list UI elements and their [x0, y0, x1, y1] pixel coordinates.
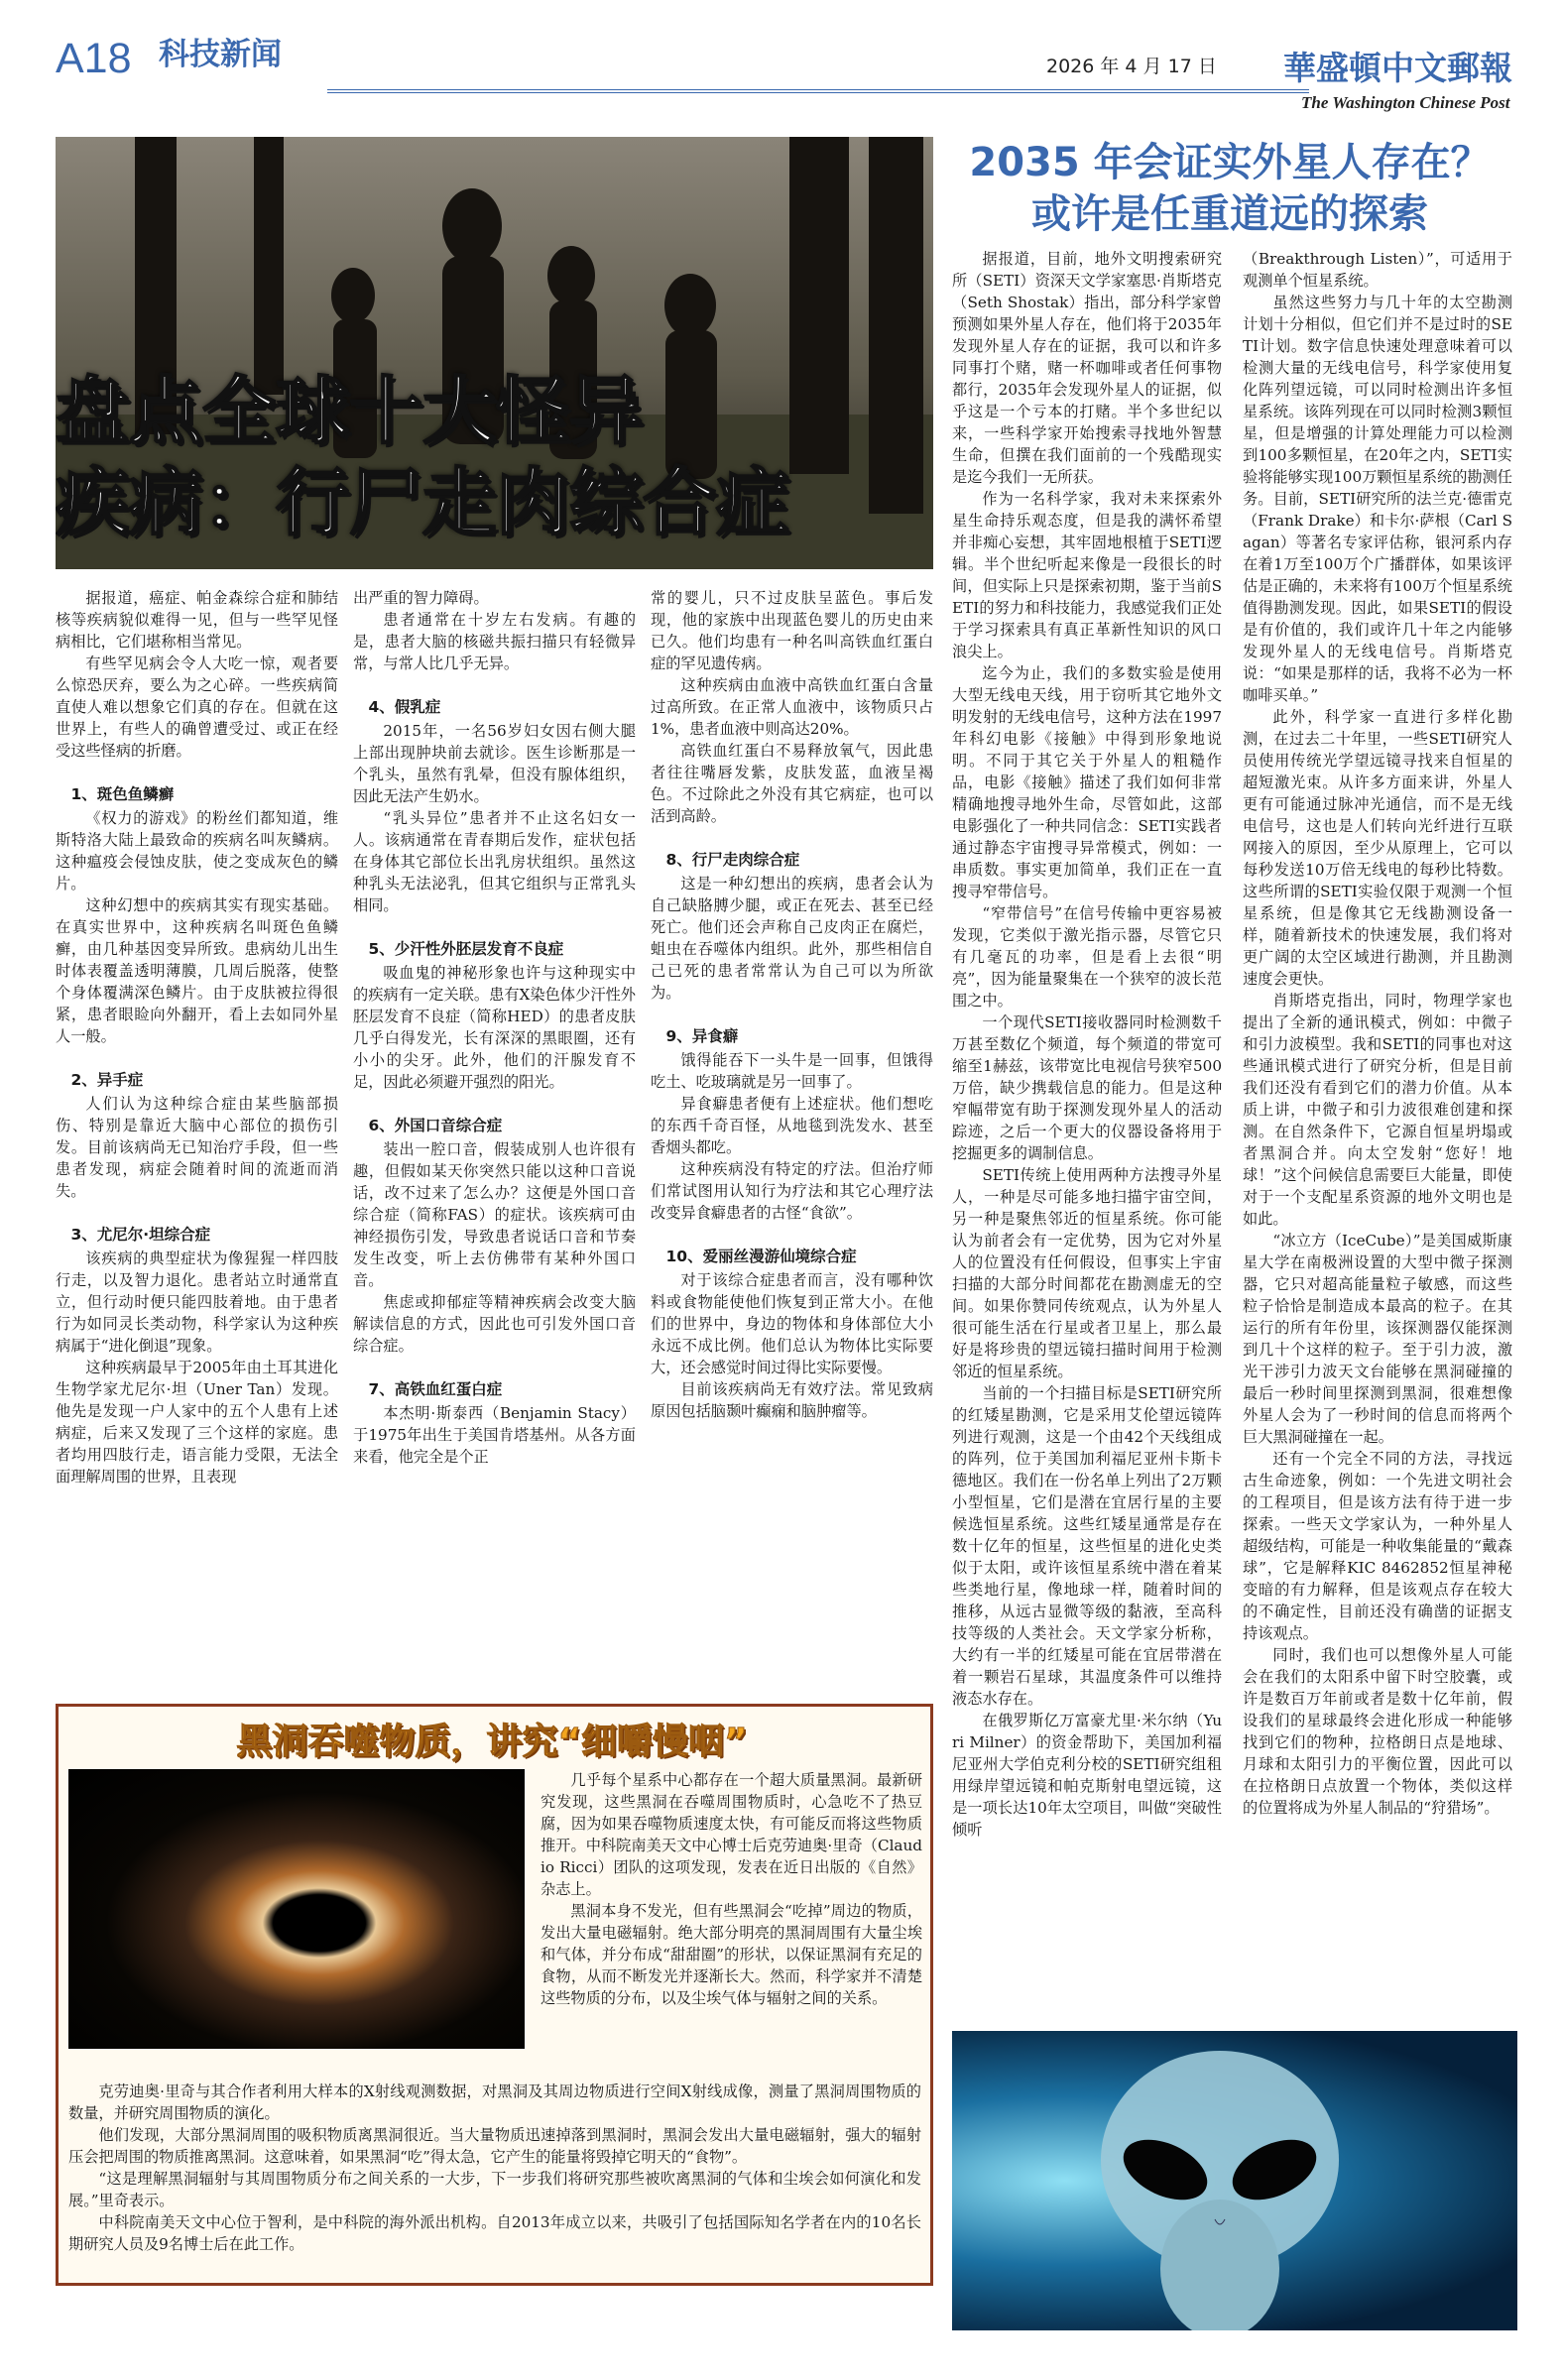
seti-title-line2: 或许是任重道远的探索: [1031, 191, 1428, 237]
paragraph: 肖斯塔克指出，同时，物理学家也提出了全新的通讯模式，例如：中微子和引力波模型。我和SETI的同事也对这些通讯模式进行了研究分析，但是目前我们还没有看到它们的潜力价值。从本质上讲，中微子和引力波很难创建和探测。在自然条件下，它源自恒星坍塌或者黑洞合并。向太空发射“您好！地球！”这个问候信息需要巨大能量，即使对于一个支配星系资源的地外文明也是如此。: [1243, 992, 1512, 1228]
masthead-english: The Washington Chinese Post: [1301, 93, 1510, 112]
paragraph: 2015年，一名56岁妇女因右侧大腿上部出现肿块前去就诊。医生诊断那是一个乳头，虽然有乳晕，但没有腺体组织，因此无法产生奶水。: [353, 722, 636, 805]
paragraph: 装出一腔口音，假装成别人也许很有趣，但假如某天你突然只能以这种口音说话，改不过来了怎么办？这便是外国口音综合症（简称FAS）的症状。该疾病可由神经损伤引发，导致患者说话口音和节奏发生改变，听上去仿佛带有某种外国口音。: [353, 1140, 636, 1289]
subheading: 9、异食癖: [665, 1027, 739, 1045]
paragraph: 焦虑或抑郁症等精神疾病会改变大脑解读信息的方式，因此也可引发外国口音综合症。: [353, 1293, 636, 1355]
paragraph: 此外，科学家一直进行多样化勘测，在过去二十年里，一些SETI研究人员使用传统光学望远镜寻找来自恒星的超短激光束。从许多方面来讲，外星人更有可能通过脉冲光通信，而不是无线电信号，这也是人们转向光纤进行互联网接入的原因，至少从原理上，它可以每秒发送10万倍无线电的每秒比特数。这些所谓的SETI实验仅限于观测一个恒星系统，但是像其它无线勘测设备一样，随着新技术的快速发展，我们将对更广阔的太空区域进行勘测，并且勘测速度会更快。: [1243, 708, 1512, 988]
paragraph: 人们认为这种综合症由某些脑部损伤、特别是靠近大脑中心部位的损伤引发。目前该病尚无已知治疗手段，但一些患者发现，病症会随着时间的流逝而消失。: [56, 1095, 338, 1200]
seti-title: [952, 137, 1507, 240]
zombie-headline-line2: 疾病：行尸走肉综合症: [56, 460, 789, 545]
paragraph: 高铁血红蛋白不易释放氧气，因此患者往往嘴唇发紫，皮肤发蓝，血液呈褐色。不过除此之外没有其它病症，也可以活到高龄。: [651, 742, 933, 825]
paragraph: 这是一种幻想出的疾病，患者会认为自己缺胳膊少腿，或正在死去、甚至已经死亡。他们还会声称自己皮肉正在腐烂，蛆虫在吞噬体内组织。此外，那些相信自己已死的患者常常认为自己可以为所欲为。: [651, 875, 933, 1002]
paragraph: 患者通常在十岁左右发病。有趣的是，患者大脑的核磁共振扫描只有轻微异常，与常人比几乎无异。: [353, 611, 636, 672]
blackhole-full-text: [68, 2081, 921, 2255]
paragraph: 黑洞本身不发光，但有些黑洞会“吃掉”周边的物质，发出大量电磁辐射。绝大部分明亮的黑洞周围有大量尘埃和气体，并分布成“甜甜圈”的形状，以保证黑洞有充足的食物，从而不断发光并逐渐长大。然而，科学家并不清楚这些物质的分布，以及尘埃气体与辐射之间的关系。: [541, 1902, 922, 2007]
paragraph: “窄带信号”在信号传输中更容易被发现，它类似于激光指示器，尽管它只有几毫瓦的功率，但是看上去很“明亮”，因为能量聚集在一个狭窄的波长范围之中。: [952, 904, 1222, 1010]
paragraph: 同时，我们也可以想像外星人可能会在我们的太阳系中留下时空胶囊，或许是数百万年前或者是数十亿年前，假设我们的星球最终会进化形成一种能够找到它们的物种，拉格朗日点是地球、月球和太阳引力的平衡位置，因此可以在拉格朗日点放置一个物体，类似这样的位置将成为外星人制品的“狩猎场”。: [1243, 1646, 1512, 1817]
paragraph: 这种幻想中的疾病其实有现实基础。在真实世界中，这种疾病名叫斑色鱼鳞癣，由几种基因变异所致。患病幼儿出生时体表覆盖透明薄膜，几周后脱落，使整个身体覆满深色鳞片。由于皮肤被拉得很紧，患者眼睑向外翻开，看上去如同外星人一般。: [56, 896, 338, 1045]
paragraph: 目前该疾病尚无有效疗法。常见致病原因包括脑颞叶癫痫和脑肿瘤等。: [651, 1380, 933, 1420]
seti-title-line1: 2035 年会证实外星人存在？: [969, 140, 1491, 185]
section-title: 科技新闻: [159, 37, 282, 72]
page-number: A18: [56, 35, 132, 82]
paragraph: 吸血鬼的神秘形象也许与这种现实中的疾病有一定关联。患有X染色体少汗性外胚层发育不良症（简称HED）的患者皮肤几乎白得发光，长有深深的黑眼圈，还有小小的尖牙。此外，他们的汗腺发育不足，因此必须避开强烈的阳光。: [353, 964, 636, 1091]
paragraph: 异食癖患者便有上述症状。他们想吃的东西千奇百怪，从地毯到洗发水、甚至香烟头都吃。: [651, 1095, 933, 1156]
paragraph: 他们发现，大部分黑洞周围的吸积物质离黑洞很近。当大量物质迅速掉落到黑洞时，黑洞会发出大量电磁辐射，强大的辐射压会把周围的物质推离黑洞。这意味着，如果黑洞“吃”得太急，它产生的能量将毁掉它明天的“食物”。: [68, 2126, 921, 2166]
paragraph: 还有一个完全不同的方法，寻找远古生命迹象，例如：一个先进文明社会的工程项目，但是该方法有待于进一步探索。一些天文学家认为，一种外星人超级结构，可能是一种收集能量的“戴森球”，它是解释KIC 8462852恒星神秘变暗的有力解释，但是该观点存在较大的不确定性，目前还没有确凿的证据支持该观点。: [1243, 1450, 1512, 1642]
paragraph: 克劳迪奥·里奇与其合作者利用大样本的X射线观测数据，对黑洞及其周边物质进行空间X射线成像，测量了黑洞周围物质的数量，并研究周围物质的演化。: [68, 2082, 921, 2122]
subheading: 7、高铁血红蛋白症: [368, 1380, 503, 1398]
paragraph: “冰立方（IceCube）”是美国威斯康星大学在南极洲设置的大型中微子探测器，它只对超高能量粒子敏感，而这些粒子恰恰是制造成本最高的粒子。在其运行的所有年份里，该探测器仅能探测到几十个这样的粒子。至于引力波，激光干涉引力波天文台能够在黑洞碰撞的最后一秒时间里探测到黑洞，很难想像外星人会为了一秒时间的信息而将两个巨大黑洞碰撞在一起。: [1243, 1232, 1512, 1446]
paragraph: 几乎每个星系中心都存在一个超大质量黑洞。最新研究发现，这些黑洞在吞噬周围物质时，心急吃不了热豆腐，因为如果吞噬物质速度太快，有可能反而将这些物质推开。中科院南美天文中心博士后克劳迪奥·里奇（Claudio Ricci）团队的这项发现，发表在近日出版的《自然》杂志上。: [541, 1771, 922, 1898]
paragraph: 据报道，目前，地外文明搜索研究所（SETI）资深天文学家塞思·肖斯塔克（Seth Shostak）指出，部分科学家曾预测如果外星人存在，他们将于2035年发现外星人存在的证据，我可以和许多同事打个赌，赌一杯咖啡或者任何事物都行，2035年会发现外星人的证据，似乎这是一个亏本的打赌。半个多世纪以来，一些科学家开始搜索寻找地外智慧生命，但撰在我们面前的一个残酷现实是迄今我们一无所获。: [952, 250, 1222, 486]
subheading: 3、尤尼尔·坦综合症: [70, 1226, 211, 1244]
paragraph: 有些罕见病会令人大吃一惊，观者要么惊恐厌弃，要么为之心碎。一些疾病简直使人难以想象它们真的存在。但就在这世界上，有些人的确曾遭受过、或正在经受这些怪病的折磨。: [56, 654, 338, 760]
subheading: 5、少汗性外胚层发育不良症: [368, 940, 564, 958]
paragraph: 对于该综合症患者而言，没有哪种饮料或食物能使他们恢复到正常大小。在他们的世界中，身边的物体和身体部位大小永远不成比例。他们总认为物体比实际要大，还会感觉时间过得比实际要慢。: [651, 1271, 933, 1376]
seti-column-1: [952, 248, 1222, 1841]
zombie-column-1: [56, 587, 338, 1488]
paragraph: 该疾病的典型症状为像猩猩一样四肢行走，以及智力退化。患者站立时通常直立，但行动时便只能四肢着地。由于患者行为如同灵长类动物，科学家认为这种疾病属于“进化倒退”现象。: [56, 1250, 338, 1355]
paragraph: 一个现代SETI接收器同时检测数千万甚至数亿个频道，每个频道的带宽可缩至1赫兹，该带宽比电视信号狭窄500万倍，缺少携载信息的能力。但是这种窄幅带宽有助于探测发现外星人的活动踪迹，之后一个更大的仪器设备将用于挖掘更多的调制信息。: [952, 1013, 1222, 1162]
paragraph: 作为一名科学家，我对未来探索外星生命持乐观态度，但是我的满怀希望并非痴心妄想，其牢固地根植于SETI逻辑。半个世纪听起来像是一段很长的时间，但实际上只是探索初期，鉴于当前SETI的努力和科技能力，我感觉我们正处于学习探索具有真正革新性知识的风口浪尖上。: [952, 490, 1222, 660]
blackhole-title: 黑洞吞噬物质，讲究“细嚼慢咽”: [236, 1722, 748, 1762]
paragraph: 据报道，癌症、帕金森综合症和肺结核等疾病貌似难得一见，但与一些罕见怪病相比，它们堪称相当常见。: [56, 589, 338, 651]
paragraph: SETI传统上使用两种方法搜寻外星人，一种是尽可能多地扫描宇宙空间，另一种是聚焦邻近的恒星系统。你可能认为前者会有一定优势，因为它对外星人的位置没有任何假设，但事实上宇宙扫描的大部分时间都花在勘测虚无的空间。如果你赞同传统观点，认为外星人很可能生活在行星或者卫星上，那么最好是将珍贵的望远镜扫描时间用于检测邻近的恒星系统。: [952, 1166, 1222, 1380]
paragraph: 这种疾病最早于2005年由土耳其进化生物学家尤尼尔·坦（Uner Tan）发现。他先是发现一户人家中的五个人患有上述病症，后来又发现了三个这样的家庭。患者均用四肢行走，语言能力受限，无法全面理解周围的世界，且表现: [56, 1359, 338, 1486]
paragraph: 本杰明·斯泰西（Benjamin Stacy）于1975年出生于美国肯塔基州。从各方面来看，他完全是个正: [353, 1404, 636, 1466]
zombie-column-3: [651, 587, 933, 1422]
subheading: 10、爱丽丝漫游仙境综合症: [665, 1248, 857, 1265]
masthead-chinese: 華盛頓中文郵報: [1283, 49, 1512, 87]
paragraph: “乳头异位”患者并不止这名妇女一人。该病通常在青春期后发作，症状包括在身体其它部位长出乳房状组织。虽然这种乳头无法泌乳，但其它组织与正常乳头相同。: [353, 809, 636, 914]
paragraph: 当前的一个扫描目标是SETI研究所的红矮星勘测，它是采用艾伦望远镜阵列进行观测，这是一个由42个天线组成的阵列，位于美国加利福尼亚州卡斯卡德地区。我们在一份名单上列出了2万颗小型恒星，它们是潜在宜居行星的主要候选恒星系统。这些红矮星通常是存在数十亿年的恒星，这些恒星的进化史类似于太阳，或许该恒星系统中潜在着某些类地行星，像地球一样，随着时间的推移，从远古显微等级的黏液，至高科技等级的人类社会。天文学家分析称，大约有一半的红矮星可能在宜居带潜在着一颗岩石星球，其温度条件可以维持液态水存在。: [952, 1384, 1222, 1708]
paragraph: 这种疾病由血液中高铁血红蛋白含量过高所致。在正常人血液中，该物质只占1%，患者血液中则高达20%。: [651, 676, 933, 738]
paragraph: 在俄罗斯亿万富豪尤里·米尔纳（Yuri Milner）的资金帮助下，美国加利福尼亚州大学伯克利分校的SETI研究组租用绿岸望远镜和帕克斯射电望远镜，这是一项长达10年太空项目，叫做“突破性倾听: [952, 1712, 1222, 1839]
paragraph: 常的婴儿，只不过皮肤呈蓝色。事后发现，他的家族中出现蓝色婴儿的历史由来已久。他们均患有一种名叫高铁血红蛋白症的罕见遗传病。: [651, 589, 933, 672]
blackhole-side-text: [541, 1769, 922, 2009]
zombie-headline-line1: 盘点全球十大怪异: [56, 369, 643, 454]
issue-date: 2026 年 4 月 17 日: [1046, 56, 1217, 77]
header-rule: [327, 89, 1309, 93]
paragraph: 迄今为止，我们的多数实验是使用大型无线电天线，用于窃听其它地外文明发射的无线电信号，这种方法在1997年科幻电影《接触》中得到形象地说明。不同于其它关于外星人的粗糙作品，电影《接触》描述了我们如何非常精确地搜寻地外生命，尽管如此，这部电影强化了一种共同信念：SETI实践者通过静态宇宙搜寻异常模式，例如：一串质数。事实更加简单，我们正在一直搜寻窄带信号。: [952, 664, 1222, 900]
blackhole-image: [68, 1769, 525, 2049]
alien-photo: [952, 2031, 1517, 2330]
zombie-column-2: [353, 587, 636, 1468]
subheading: 8、行尸走肉综合症: [665, 851, 800, 869]
paragraph: 《权力的游戏》的粉丝们都知道，维斯特洛大陆上最致命的疾病名叫灰鳞病。这种瘟疫会侵蚀皮肤，使之变成灰色的鳞片。: [56, 809, 338, 892]
zombie-photo: [56, 137, 933, 569]
subheading: 1、斑色鱼鳞癣: [70, 785, 175, 803]
alien-illustration: [952, 2031, 1517, 2330]
paragraph: 饿得能吞下一头牛是一回事，但饿得吃土、吃玻璃就是另一回事了。: [651, 1051, 933, 1091]
paragraph: “这是理解黑洞辐射与其周围物质分布之间关系的一大步，下一步我们将研究那些被吹离黑洞的气体和尘埃会如何演化和发展。”里奇表示。: [68, 2170, 921, 2209]
paragraph: 这种疾病没有特定的疗法。但治疗师们常试图用认知行为疗法和其它心理疗法改变异食癖患者的古怪“食欲”。: [651, 1160, 933, 1222]
seti-column-2: [1243, 248, 1512, 1819]
paragraph: （Breakthrough Listen）”，可适用于观测单个恒星系统。: [1243, 250, 1512, 290]
paragraph: 虽然这些努力与几十年的太空勘测计划十分相似，但它们并不是过时的SETI计划。数字信息快速处理意味着可以检测大量的无线电信号，科学家使用复化阵列望远镜，可以同时检测出许多恒星系统。该阵列现在可以同时检测3颗恒星，但是增强的计算处理能力可以检测到100多颗恒星，在20年之内，SETI实验将能够实现100万颗恒星系统的勘测任务。目前，SETI研究所的法兰克·德雷克（Frank Drake）和卡尔·萨根（Carl Sagan）等著名专家评估称，银河系内存在着1万至100万个广播群体，如果该评估是正确的，未来将有100万个恒星系统值得勘测发现。因此，如果SETI的假设是有价值的，我们或许几十年之内能够发现外星人的无线电信号。肖斯塔克说：“如果是那样的话，我将不必为一杯咖啡买单。”: [1243, 294, 1512, 704]
paragraph: 中科院南美天文中心位于智利，是中科院的海外派出机构。自2013年成立以来，共吸引了包括国际知名学者在内的10名长期研究人员及9名博士后在此工作。: [68, 2213, 921, 2253]
subheading: 4、假乳症: [368, 698, 441, 716]
subheading: 2、异手症: [70, 1071, 144, 1089]
paragraph: 出严重的智力障碍。: [353, 589, 489, 607]
subheading: 6、外国口音综合症: [368, 1117, 503, 1134]
